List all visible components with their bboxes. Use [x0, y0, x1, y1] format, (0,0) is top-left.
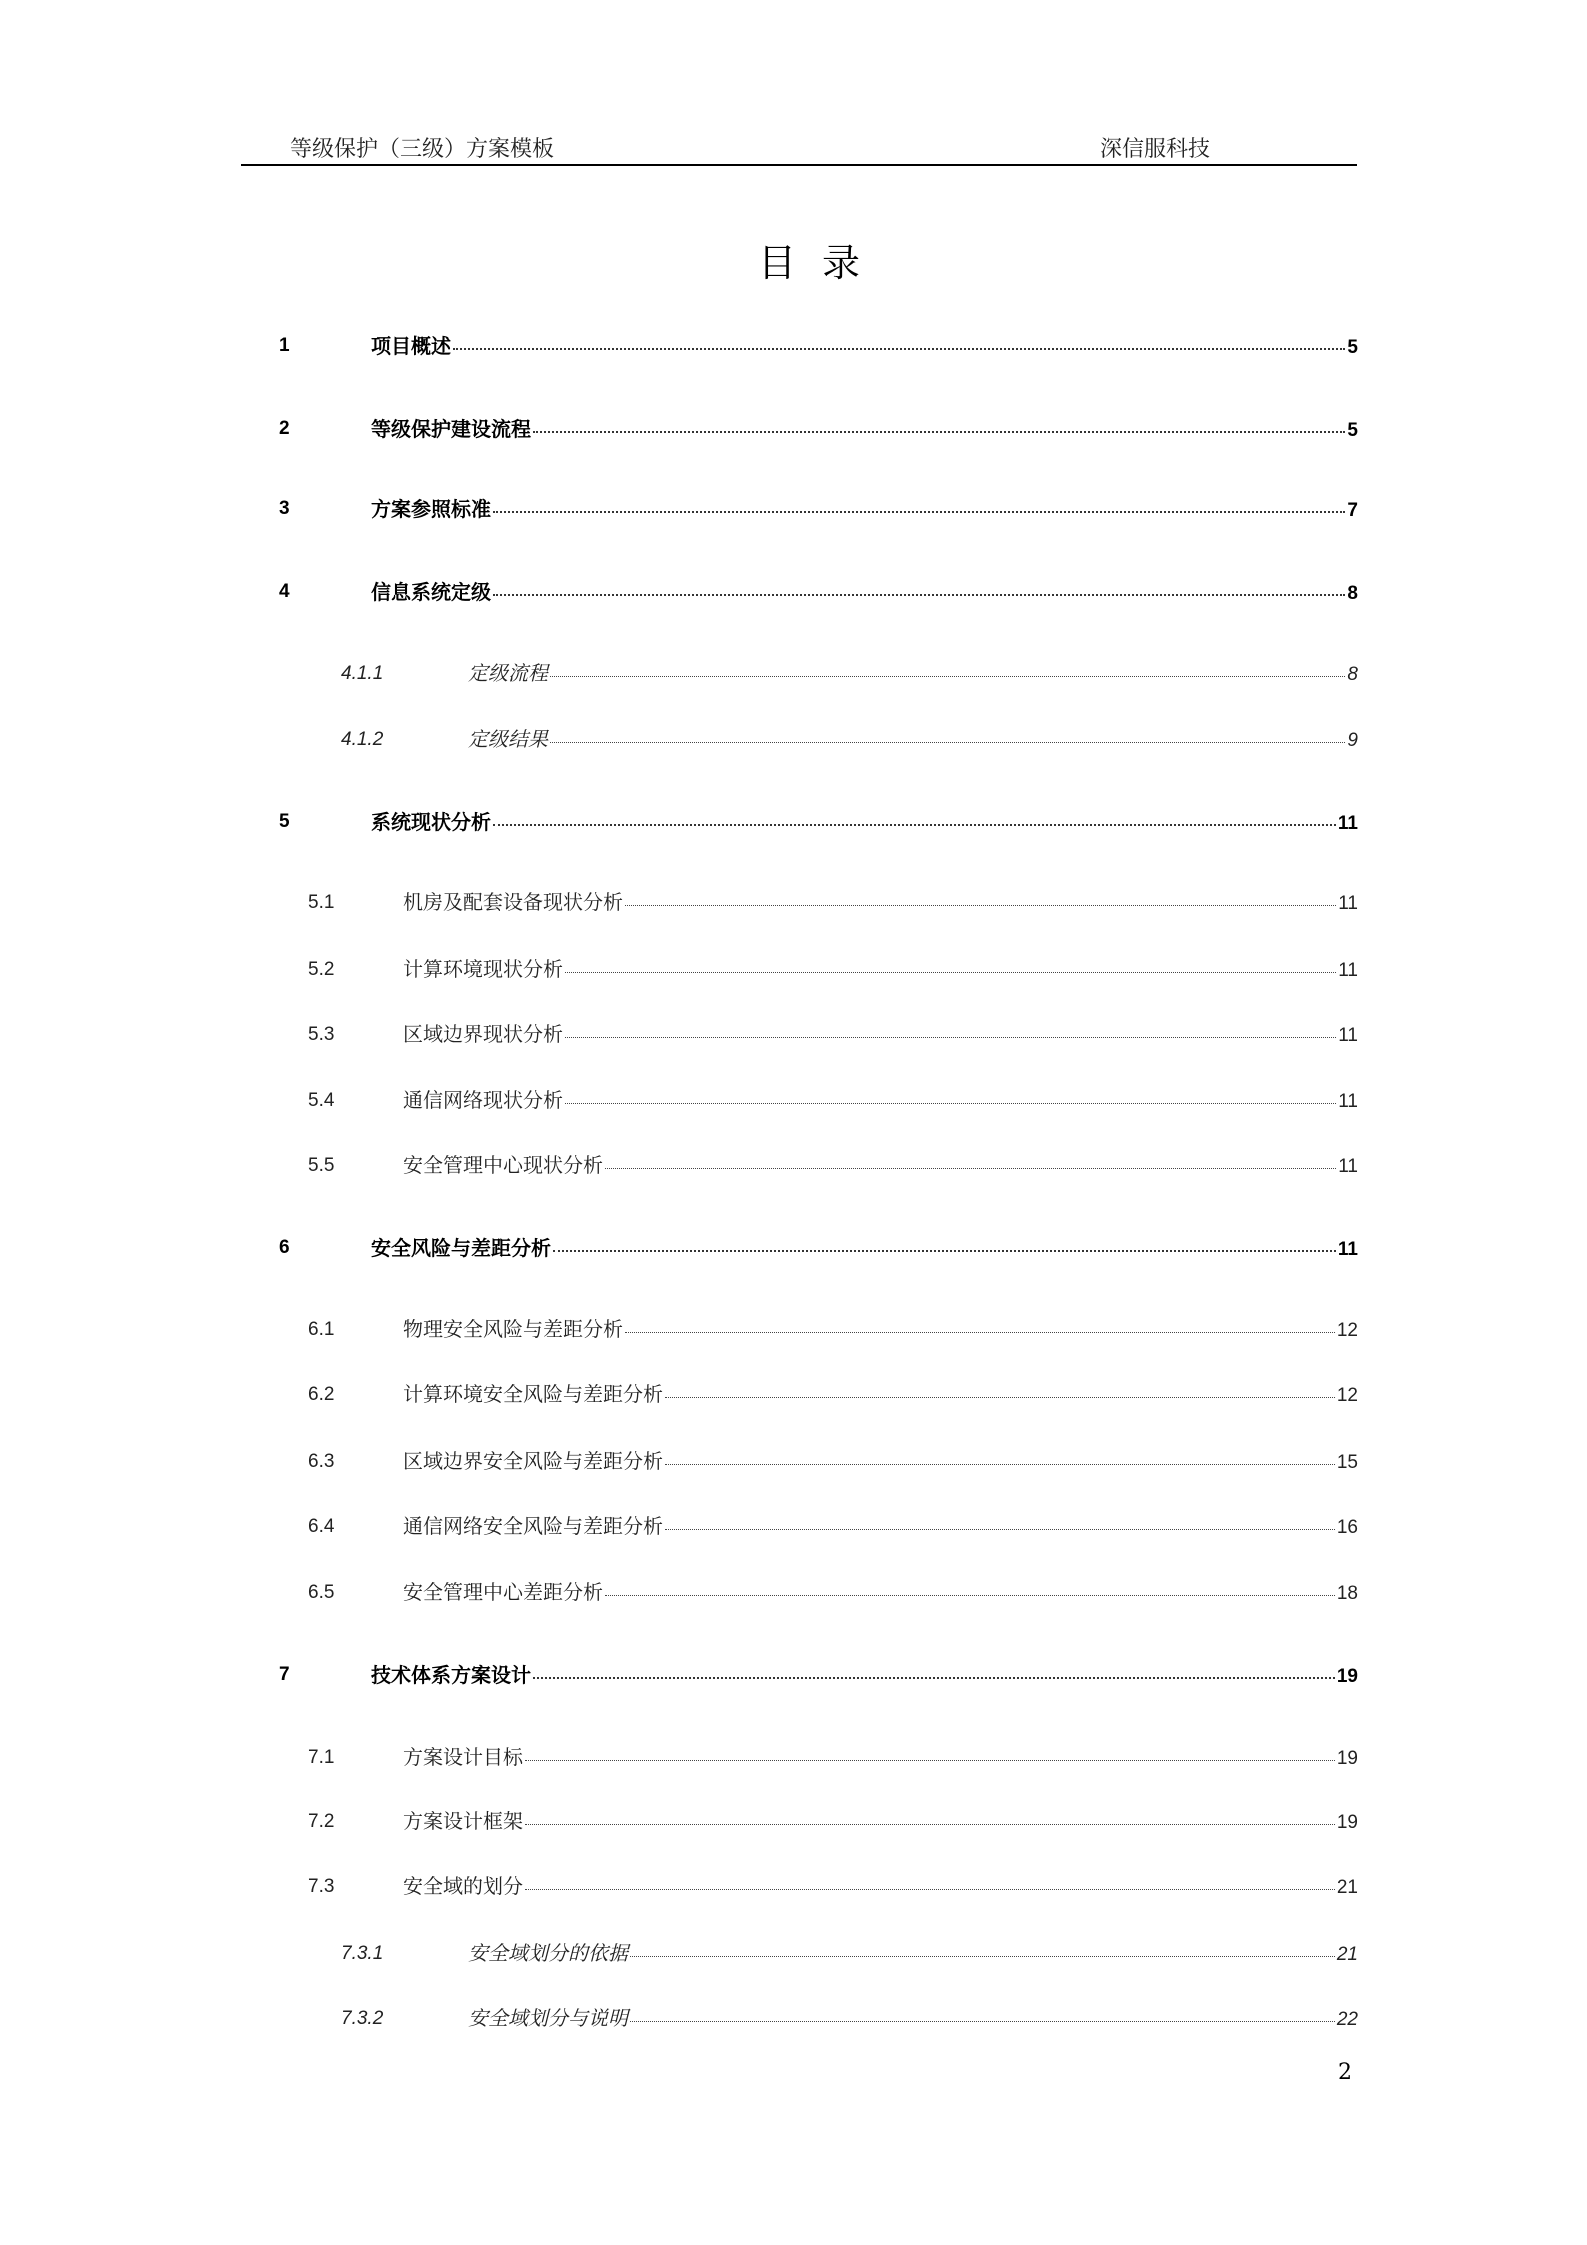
toc-entry-page: 15: [1336, 1452, 1358, 1473]
toc-dot-leader: [625, 885, 1336, 906]
toc-entry-number: 7.3.2: [341, 2008, 384, 2029]
toc-entry[interactable]: [0, 1447, 1587, 1477]
toc-entry-page: 11: [1338, 1091, 1358, 1112]
toc-dot-leader: [550, 656, 1345, 677]
toc-entry[interactable]: [0, 888, 1587, 918]
toc-entry-title[interactable]: 信息系统定级: [371, 582, 491, 604]
toc-entry[interactable]: [0, 1380, 1587, 1410]
toc-entry-page: 16: [1336, 1517, 1358, 1538]
toc-entry-line[interactable]: [371, 414, 1358, 446]
toc-entry-title[interactable]: 区域边界安全风险与差距分析: [403, 1451, 663, 1473]
toc-entry-line[interactable]: [371, 807, 1358, 839]
toc-entry-number: 4: [279, 581, 290, 602]
toc-dot-leader: [533, 1657, 1335, 1679]
toc-dot-leader: [493, 804, 1336, 826]
toc-entry-title[interactable]: 定级结果: [468, 729, 548, 751]
toc-dot-leader: [665, 1444, 1335, 1465]
toc-entry-page: 8: [1347, 583, 1358, 604]
toc-entry[interactable]: [0, 414, 1587, 444]
toc-entry-title[interactable]: 安全风险与差距分析: [371, 1238, 551, 1260]
toc-entry-page: 11: [1338, 1025, 1358, 1046]
toc-entry-number: 5.1: [308, 892, 335, 913]
toc-entry-line[interactable]: [403, 1447, 1358, 1478]
toc-entry-title[interactable]: 方案设计框架: [403, 1811, 523, 1833]
toc-entry-page: 19: [1336, 1812, 1358, 1833]
toc-entry[interactable]: [0, 1743, 1587, 1773]
header-document-title: 等级保护（三级）方案模板: [290, 137, 555, 162]
toc-entry-line[interactable]: [403, 955, 1358, 986]
toc-dot-leader: [630, 1936, 1335, 1957]
toc-dot-leader: [493, 491, 1345, 513]
toc-dot-leader: [525, 1804, 1335, 1825]
toc-entry[interactable]: [0, 1512, 1587, 1542]
toc-entry[interactable]: [0, 659, 1587, 689]
toc-entry-number: 2: [279, 418, 290, 439]
toc-entry-page: 5: [1347, 337, 1358, 358]
toc-entry-line[interactable]: [371, 494, 1358, 526]
toc-entry-page: 19: [1336, 1666, 1358, 1687]
toc-entry-page: 11: [1337, 1239, 1358, 1260]
toc-dot-leader: [525, 1740, 1335, 1761]
toc-dot-leader: [533, 411, 1345, 433]
toc-entry-number: 6.4: [308, 1516, 335, 1537]
toc-entry[interactable]: [0, 725, 1587, 755]
toc-entry-page: 19: [1336, 1748, 1358, 1769]
toc-entry-line[interactable]: [468, 2004, 1358, 2035]
toc-entry-title[interactable]: 安全域的划分: [403, 1876, 523, 1898]
toc-entry[interactable]: [0, 1872, 1587, 1902]
toc-entry-page: 11: [1338, 960, 1358, 981]
toc-entry-line[interactable]: [403, 1743, 1358, 1774]
toc-entry-page: 22: [1336, 2009, 1358, 2030]
toc-entry[interactable]: [0, 1578, 1587, 1608]
toc-entry-line[interactable]: [403, 1578, 1358, 1609]
toc-entry-page: 5: [1347, 420, 1358, 441]
toc-entry-line[interactable]: [468, 725, 1358, 756]
toc-entry-line[interactable]: [403, 1872, 1358, 1903]
toc-title: 目录: [757, 241, 886, 285]
toc-entry-title[interactable]: 通信网络现状分析: [403, 1090, 563, 1112]
toc-entry-page: 7: [1347, 500, 1358, 521]
toc-entry-line[interactable]: [371, 331, 1358, 363]
toc-entry[interactable]: [0, 1233, 1587, 1263]
page-number: 2: [1338, 2060, 1352, 2085]
toc-dot-leader: [550, 722, 1345, 743]
toc-entry-number: 7.3: [308, 1876, 335, 1897]
toc-entry-title[interactable]: 系统现状分析: [371, 812, 491, 834]
toc-entry-title[interactable]: 项目概述: [371, 336, 451, 358]
toc-entry-title[interactable]: 技术体系方案设计: [371, 1665, 531, 1687]
toc-entry[interactable]: [0, 1660, 1587, 1690]
toc-entry-line[interactable]: [403, 888, 1358, 919]
toc-entry-title[interactable]: 物理安全风险与差距分析: [403, 1319, 623, 1341]
toc-entry-number: 7.2: [308, 1811, 335, 1832]
toc-entry-number: 5.3: [308, 1024, 335, 1045]
toc-entry-number: 5.5: [308, 1155, 335, 1176]
toc-entry[interactable]: [0, 807, 1587, 837]
toc-entry-title[interactable]: 通信网络安全风险与差距分析: [403, 1516, 663, 1538]
toc-entry-number: 3: [279, 498, 290, 519]
toc-dot-leader: [665, 1509, 1335, 1530]
toc-dot-leader: [630, 2001, 1335, 2022]
toc-entry-line[interactable]: [403, 1086, 1358, 1117]
toc-entry-line[interactable]: [371, 577, 1358, 609]
toc-entry-title[interactable]: 安全管理中心现状分析: [403, 1155, 603, 1177]
toc-entry[interactable]: [0, 1315, 1587, 1345]
toc-entry-title[interactable]: 方案参照标准: [371, 499, 491, 521]
toc-dot-leader: [625, 1312, 1335, 1333]
toc-entry-line[interactable]: [371, 1233, 1358, 1265]
toc-entry-page: 8: [1347, 664, 1358, 685]
toc-entry-number: 6: [279, 1237, 290, 1258]
toc-entry-number: 6.3: [308, 1451, 335, 1472]
toc-entry-title[interactable]: 等级保护建设流程: [371, 419, 531, 441]
toc-entry-number: 7.1: [308, 1747, 335, 1768]
toc-entry-page: 11: [1338, 893, 1358, 914]
toc-entry-page: 11: [1338, 1156, 1358, 1177]
toc-entry[interactable]: [0, 331, 1587, 361]
toc-entry[interactable]: [0, 494, 1587, 524]
toc-entry-number: 7: [279, 1664, 290, 1685]
toc-dot-leader: [665, 1377, 1335, 1398]
toc-entry-number: 6.1: [308, 1319, 335, 1340]
toc-entry-title[interactable]: 机房及配套设备现状分析: [403, 892, 623, 914]
toc-dot-leader: [565, 1083, 1336, 1104]
toc-entry-number: 4.1.1: [341, 663, 384, 684]
toc-dot-leader: [453, 328, 1345, 350]
toc-entry-title[interactable]: 安全域划分与说明: [468, 2008, 628, 2030]
toc-dot-leader: [565, 952, 1336, 973]
header-company-name: 深信服科技: [1100, 137, 1211, 162]
toc-entry[interactable]: [0, 1020, 1587, 1050]
toc-dot-leader: [605, 1148, 1336, 1169]
toc-entry-page: 12: [1336, 1320, 1358, 1341]
toc-entry-title[interactable]: 方案设计目标: [403, 1747, 523, 1769]
toc-entry-number: 5.4: [308, 1090, 335, 1111]
toc-entry-page: 21: [1336, 1877, 1358, 1898]
toc-entry-number: 4.1.2: [341, 729, 384, 750]
toc-entry-line[interactable]: [403, 1807, 1358, 1838]
toc-entry-page: 11: [1337, 813, 1358, 834]
toc-entry-number: 7.3.1: [341, 1943, 384, 1964]
toc-entry-number: 5.2: [308, 959, 335, 980]
toc-entry-line[interactable]: [371, 1660, 1358, 1692]
toc-entry-number: 6.2: [308, 1384, 335, 1405]
toc-entry-line[interactable]: [403, 1151, 1358, 1182]
toc-dot-leader: [525, 1869, 1335, 1890]
toc-entry-title[interactable]: 计算环境安全风险与差距分析: [403, 1384, 663, 1406]
toc-dot-leader: [553, 1230, 1336, 1252]
toc-entry-page: 21: [1336, 1944, 1358, 1965]
toc-entry-title[interactable]: 区域边界现状分析: [403, 1024, 563, 1046]
toc-dot-leader: [605, 1575, 1335, 1596]
toc-entry-line[interactable]: [403, 1380, 1358, 1411]
toc-entry-title[interactable]: 安全域划分的依据: [468, 1943, 628, 1965]
toc-entry-page: 12: [1336, 1385, 1358, 1406]
toc-entry-line[interactable]: [403, 1020, 1358, 1051]
toc-entry-line[interactable]: [468, 1939, 1358, 1970]
toc-entry-page: 9: [1347, 730, 1358, 751]
toc-entry-number: 1: [279, 335, 290, 356]
toc-entry-line[interactable]: [468, 659, 1358, 690]
header-rule: [241, 164, 1357, 166]
toc-entry[interactable]: [0, 1086, 1587, 1116]
toc-entry[interactable]: [0, 1939, 1587, 1969]
toc-entry[interactable]: [0, 577, 1587, 607]
toc-entry-line[interactable]: [403, 1315, 1358, 1346]
toc-dot-leader: [565, 1017, 1336, 1038]
toc-entry-title[interactable]: 定级流程: [468, 663, 548, 685]
toc-entry-line[interactable]: [403, 1512, 1358, 1543]
toc-entry[interactable]: [0, 955, 1587, 985]
toc-entry-number: 5: [279, 811, 290, 832]
toc-entry-title[interactable]: 计算环境现状分析: [403, 959, 563, 981]
toc-entry-title[interactable]: 安全管理中心差距分析: [403, 1582, 603, 1604]
toc-entry[interactable]: [0, 1151, 1587, 1181]
toc-dot-leader: [493, 574, 1345, 596]
toc-entry-page: 18: [1336, 1583, 1358, 1604]
toc-entry-number: 6.5: [308, 1582, 335, 1603]
toc-entry[interactable]: [0, 2004, 1587, 2034]
toc-entry[interactable]: [0, 1807, 1587, 1837]
